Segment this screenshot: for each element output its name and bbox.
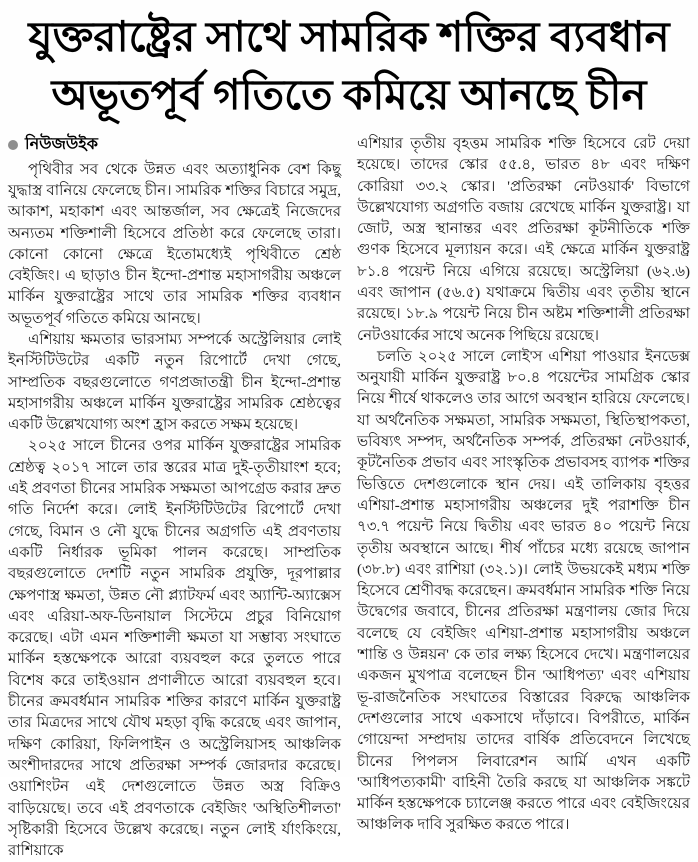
paragraph-left-2: এশিয়ায় ক্ষমতার ভারসাম্য সম্পর্কে অস্ট্রেলিয়ার লোই ইনস্টিটিউটের একটি নতুন রিপোর্টে দেখা গেছে, সাম্প্রতিক বছরগুলোতে গণপ্রজাতন্ত্রী চীন ইন্দো-প্রশান্ত মহাসাগরীয় অঞ্চলে মার্কিন যুক্তরাষ্ট্রের সামরিক শ্রেষ্ঠত্বের একটি উল্লেখযোগ্য অংশ হ্রাস করতে সক্ষম হয়েছে। [8, 332, 341, 434]
column-right [357, 134, 690, 862]
paragraph-left-1: পৃথিবীর সব থেকে উন্নত এবং অত্যাধুনিক বেশ কিছু যুদ্ধাস্ত্র বানিয়ে ফেলেছে চীন। সামরিক শক্তির বিচারে সমুদ্র, আকাশ, মহাকাশ এবং আন্তর্জাল, সব ক্ষেত্রেই নিজেদের অন্যতম শক্তিশালী হিসেবে প্রতিষ্ঠা করে ফেলেছে তারা। কোনো কোনো ক্ষেত্রে ইতোমধ্যেই পৃথিবীতে শ্রেষ্ঠ বেইজিং। এ ছাড়াও চীন ইন্দো-প্রশান্ত মহাসাগরীয় অঞ্চলে মার্কিন যুক্তরাষ্ট্রের সাথে তার সামরিক শক্তির ব্যবধান অভূতপূর্ব গতিতে কমিয়ে আনছে। [8, 161, 341, 327]
paragraph-right-1: এশিয়ার তৃতীয় বৃহত্তম সামরিক শক্তি হিসেবে রেট দেয়া হয়েছে। তাদের স্কোর ৫৫.৪, ভারত ৪৮ এবং দক্ষিণ কোরিয়া ৩৩.২ স্কোর। 'প্রতিরক্ষা নেটওয়ার্ক' বিভাগে উল্লেখযোগ্য অগ্রগতি বজায় রেখেছে মার্কিন যুক্তরাষ্ট্র। যা জোট, অস্ত্র স্থানান্তর এবং প্রতিরক্ষা কূটনীতিকে শক্তি গুণক হিসেবে মূল্যায়ন করে। এই ক্ষেত্রে মার্কিন যুক্তরাষ্ট্র ৮১.৪ পয়েন্ট নিয়ে এগিয়ে রয়েছে। অস্ট্রেলিয়া (৬২.৬) এবং জাপান (৫৬.৫) যথাক্রমে দ্বিতীয় এবং তৃতীয় স্থানে রয়েছে। ১৮.৯ পয়েন্ট নিয়ে চীন অষ্টম শক্তিশালী প্রতিরক্ষা নেটওয়ার্কের সাথে অনেক পিছিয়ে রয়েছে। [357, 135, 690, 344]
byline [8, 134, 341, 157]
column-left [8, 134, 341, 862]
article-columns [6, 134, 692, 862]
headline-line-2: অভূতপূর্ব গতিতে কমিয়ে আনছে চীন [51, 72, 647, 119]
paragraph-right-2: চলতি ২০২৫ সালে লোই'স এশিয়া পাওয়ার ইনডেক্স অনুযায়ী মার্কিন যুক্তরাষ্ট্র ৮০.৪ পয়েন্টের সামগ্রিক স্কোর নিয়ে শীর্ষে থাকলেও তার আগে অবস্থান হারিয়ে ফেলেছে। যা অর্থনৈতিক সক্ষমতা, সামরিক সক্ষমতা, স্থিতিস্থাপকতা, ভবিষ্যৎ সম্পদ, অর্থনৈতিক সম্পর্ক, প্রতিরক্ষা নেটওয়ার্ক, কূটনৈতিক প্রভাব এবং সাংস্কৃতিক প্রভাবসহ ব্যাপক শক্তির ভিত্তিতে দেশগুলোকে স্থান দেয়। এই তালিকায় বৃহত্তর এশিয়া-প্রশান্ত মহাসাগরীয় অঞ্চলের দুই পরাশক্তি চীন ৭৩.৭ পয়েন্ট নিয়ে দ্বিতীয় এবং ভারত ৪০ পয়েন্ট নিয়ে তৃতীয় অবস্থানে আছে। শীর্ষ পাঁচের মধ্যে রয়েছে জাপান (৩৮.৮) এবং রাশিয়া (৩২.১)। লোই উভয়কেই মধ্যম শক্তি হিসেবে শ্রেণীবদ্ধ করেছেন। ক্রমবর্ধমান সামরিক শক্তি নিয়ে উদ্বেগের জবাবে, চীনের প্রতিরক্ষা মন্ত্রণালয় জোর দিয়ে বলেছে যে বেইজিং এশিয়া-প্রশান্ত মহাসাগরীয় অঞ্চলে 'শান্তি ও উন্নয়ন' কে তার লক্ষ্য হিসেবে দেখে। মন্ত্রণালয়ের একজন মুখপাত্র বলেছেন চীন 'আধিপত্য' এবং এশিয়ায় ভূ-রাজনৈতিক সংঘাতের বিস্তারের বিরুদ্ধে আঞ্চলিক দেশগুলোর সাথে একসাথে দাঁড়াবে। বিপরীতে, মার্কিন গোয়েন্দা সম্প্রদায় তাদের বার্ষিক প্রতিবেদনে লিখেছে চীনের পিপলস লিবারেশন আর্মি এখন একটি 'আধিপত্যকামী' বাহিনী তৈরি করছে যা আঞ্চলিক সঙ্কটে মার্কিন হস্তক্ষেপকে চ্যালেঞ্জ করতে পারে এবং বেইজিংয়ের আঞ্চলিক দাবি সুরক্ষিত করতে পারে। [357, 348, 690, 834]
byline-source: নিউজউইক [25, 135, 98, 153]
bullet-icon [8, 140, 18, 150]
headline [6, 10, 692, 126]
paragraph-left-3: ২০২৫ সালে চীনের ওপর মার্কিন যুক্তরাষ্ট্রের সামরিক শ্রেষ্ঠত্ব ২০১৭ সালে তার স্তরের মাত্র দুই-তৃতীয়াংশ হবে; এই প্রবণতা চীনের সামরিক সক্ষমতা আপগ্রেড করার দ্রুত গতি নির্দেশ করে। লোই ইনস্টিটিউটের রিপোর্টে দেখা গেছে, বিমান ও নৌ যুদ্ধে চীনের অগ্রগতি এই প্রবণতায় একটি নির্ধারক ভূমিকা পালন করেছে। সাম্প্রতিক বছরগুলোতে দেশটি নতুন সামরিক প্রযুক্তি, দূরপাল্লার ক্ষেপণাস্ত্র ক্ষমতা, উন্নত নৌ প্ল্যাটফর্ম এবং অ্যান্টি-অ্যাক্সেস এবং এরিয়া-অফ-ডিনায়াল সিস্টেমে প্রচুর বিনিয়োগ করেছে। এটা এমন শক্তিশালী ক্ষমতা যা সম্ভাব্য সংঘাতে মার্কিন হস্তক্ষেপকে আরো ব্যয়বহুল করে তুলতে পারে বিশেষ করে তাইওয়ান প্রণালীতে আরো ব্যয়বহুল হবে। চীনের ক্রমবর্ধমান সামরিক শক্তির কারণে মার্কিন যুক্তরাষ্ট্র তার মিত্রদের সাথে যৌথ মহড়া বৃদ্ধি করেছে এবং জাপান, দক্ষিণ কোরিয়া, ফিলিপাইন ও অস্ট্রেলিয়াসহ আঞ্চলিক অংশীদারদের সাথে প্রতিরক্ষা সম্পর্ক জোরদার করেছে। ওয়াশিংটন এই দেশগুলোতে উন্নত অস্ত্র বিক্রিও বাড়িয়েছে। তবে এই প্রবণতাকে বেইজিং 'অস্থিতিশীলতা' সৃষ্টিকারী হিসেবে উল্লেখ করেছে। নতুন লোই র্যাংকিংয়ে, রাশিয়াকে [8, 438, 341, 860]
headline-line-1: যুক্তরাষ্ট্রের সাথে সামরিক শক্তির ব্যবধান [28, 15, 670, 61]
